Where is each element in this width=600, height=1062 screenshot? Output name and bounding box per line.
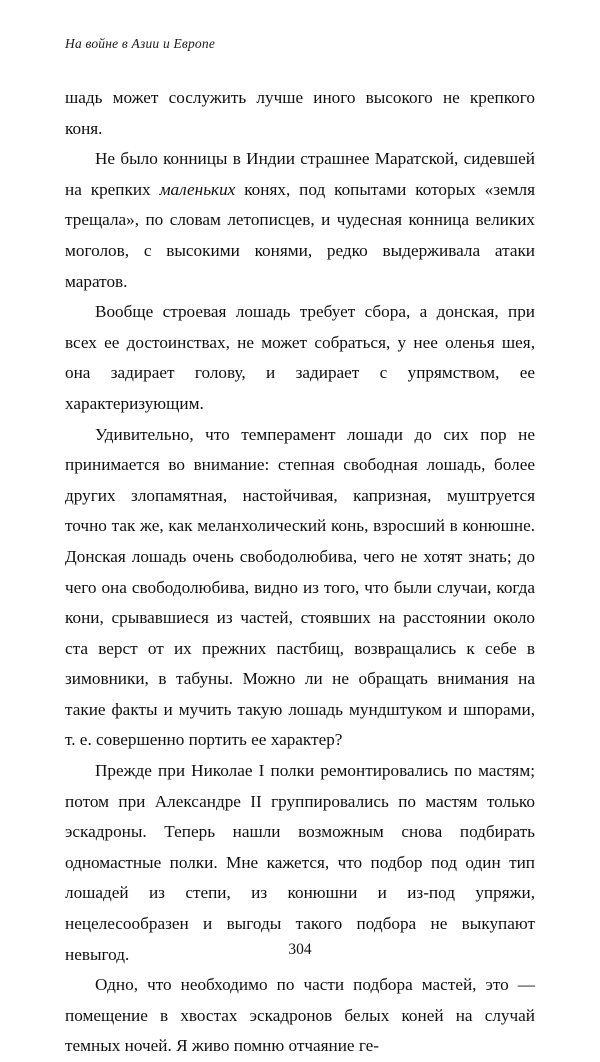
emphasis-text: маленьких (159, 179, 236, 199)
text-run: Прежде при Николае I полки ремонтировались по мастям; потом при Александре II группировались по мастям только эскадроны. Теперь нашли возможным снова подбирать одномастные полки. Мне кажется, что подбор под один тип лошадей из степи, из конюшни и из-под упряжи, нецелесообразен и выгоды такого подбора не выкупают невыгод. (65, 761, 535, 964)
paragraph (65, 756, 535, 970)
text-run: шадь может сослужить лучше иного высокого не крепкого коня. (65, 88, 535, 138)
text-run: Не было конницы в Индии страшнее Маратской, сидевшей на крепких (65, 149, 535, 199)
text-run: Одно, что необходимо по части подбора мастей, это — помещение в хвостах эскадронов белых коней на случай темных ночей. Я живо помню отчаяние ге- (65, 975, 535, 1056)
paragraph (65, 970, 535, 1062)
paragraph (65, 144, 535, 297)
text-run: конях, под копытами которых «земля трещала», по словам летописцев, и чудесная конница великих моголов, с высокими конями, редко выдерживала атаки маратов. (65, 179, 535, 291)
paragraph (65, 420, 535, 757)
paragraph (65, 83, 535, 144)
page-number: 304 (288, 941, 312, 958)
text-run: Удивительно, что темперамент лошади до сих пор не принимается во внимание: степная свободная лошадь, более других злопамятная, настойчивая, капризная, муштруется точно так же, как меланхолический конь, взросший в конюшне. Донская лошадь очень свободолюбива, чего не хотят знать; до чего она свободолюбива, видно из того, что были случаи, когда кони, срывавшиеся из частей, стоявших на расстоянии около ста верст от их прежних пастбищ, возвращались к себе в зимовники, в табуны. Можно ли не обращать внимания на такие факты и мучить такую лошадь мундштуком и шпорами, т. е. совершенно портить ее характер? (65, 424, 535, 750)
text-run: Вообще строевая лошадь требует сбора, а донская, при всех ее достоинствах, не может собраться, у нее оленья шея, она задирает голову, и задирает с упрямством, ее характеризующим. (65, 302, 535, 413)
paragraph (65, 297, 535, 419)
body-text (65, 83, 535, 1062)
running-head: На войне в Азии и Европе (65, 36, 216, 51)
